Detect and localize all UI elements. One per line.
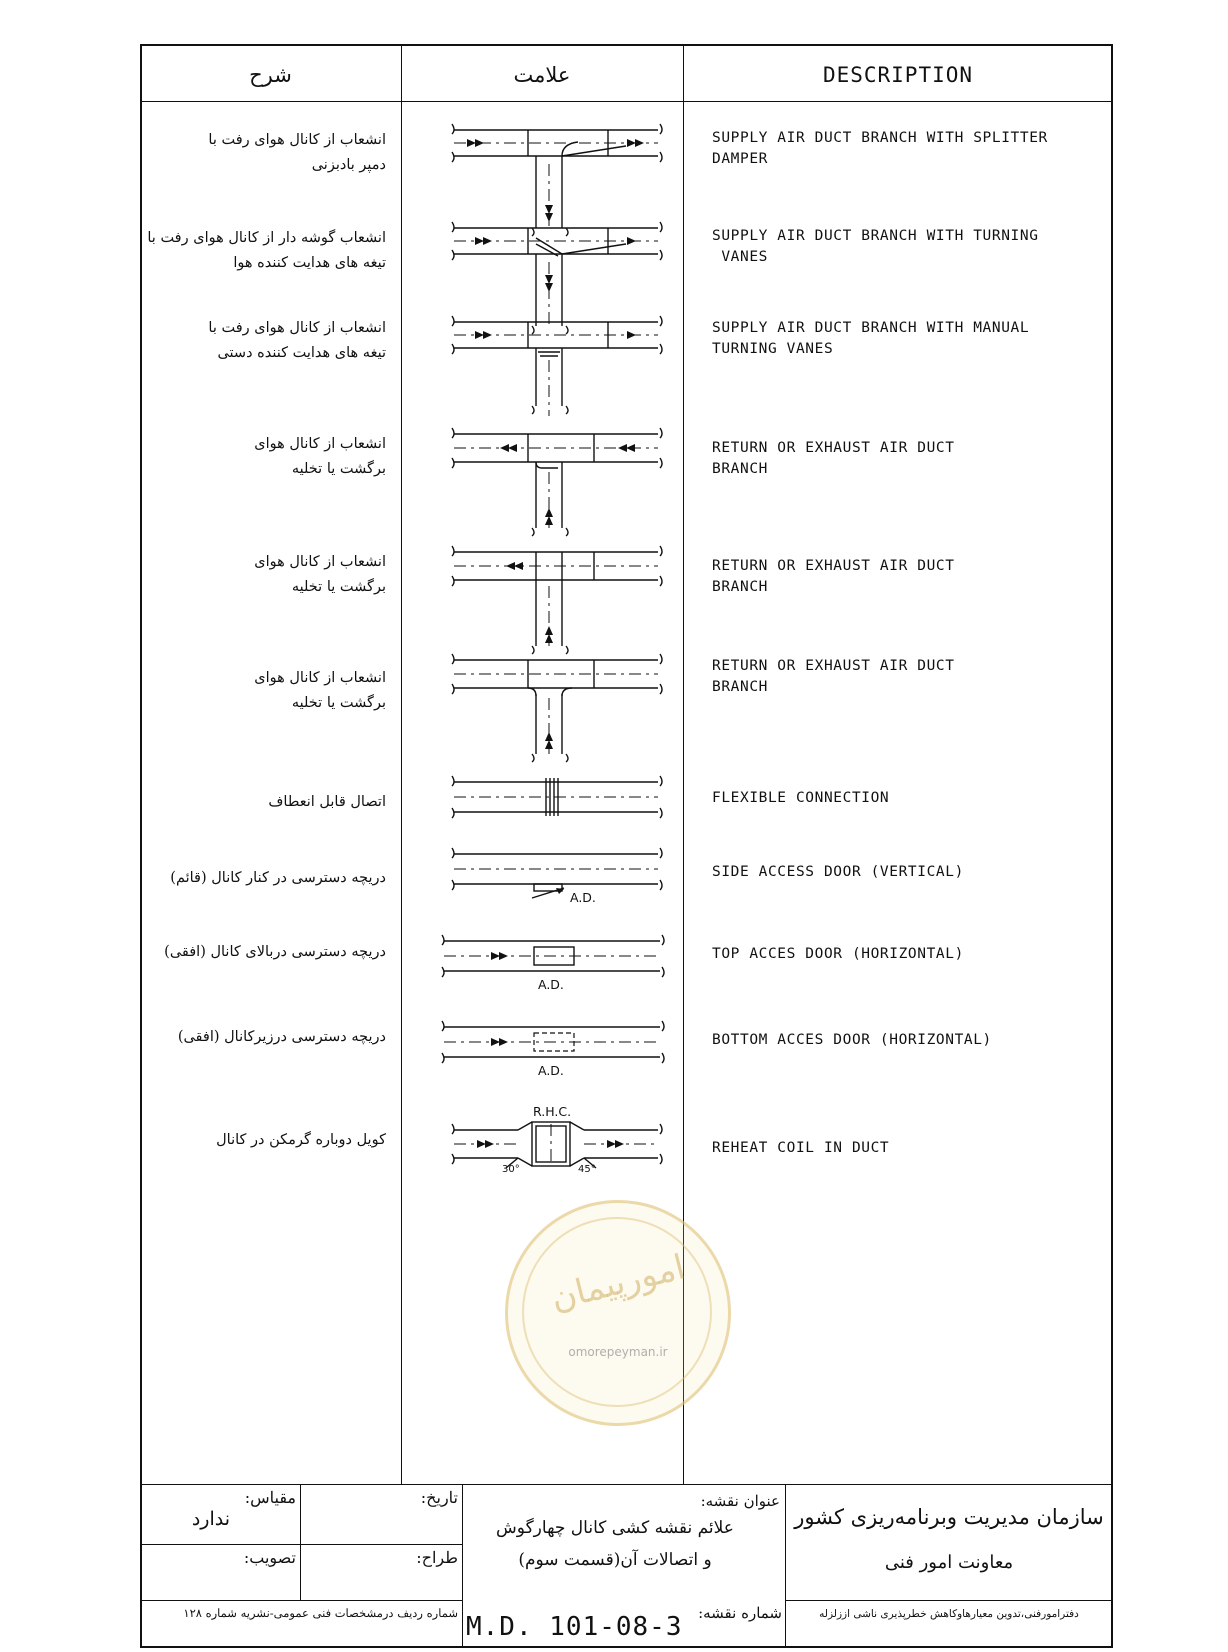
drawing-number-label: شماره نقشه: [698, 1604, 782, 1622]
symbol-manual-turning-vanes-branch [446, 316, 666, 426]
symbol-return-branch-radius [446, 654, 666, 764]
header-description: DESCRIPTION [822, 63, 974, 87]
row-number-label: شماره ردیف درمشخصات فنی عمومی-نشریه شماره ۱۲۸ [183, 1606, 458, 1620]
office-name: دفترامورفنی،تدوین معیارهاوکاهش خطرپذیری ناشی اززلزله [819, 1608, 1079, 1620]
symbol-splitter-damper-branch [446, 124, 666, 234]
row-11-fa-description: کویل دوباره گرمکن در کانال [216, 1132, 386, 1148]
reheat-coil-angle-left: 30° [502, 1164, 520, 1175]
designer-label: طراح: [416, 1548, 458, 1567]
title-block-bottom-right [785, 1600, 1113, 1601]
organization-name: سازمان مدیریت وبرنامه‌ریزی کشور [794, 1505, 1104, 1529]
symbol-flexible-connection [446, 776, 666, 820]
date-label: تاریخ: [420, 1488, 458, 1507]
top-access-door-label: A.D. [538, 977, 564, 992]
row-6-description: RETURN OR EXHAUST AIR DUCT BRANCH [712, 658, 955, 695]
watermark-url: omorepeyman.ir [568, 1345, 668, 1359]
symbol-bottom-access-door [436, 1021, 668, 1065]
approval-label: تصویب: [243, 1548, 296, 1567]
row-5-description: RETURN OR EXHAUST AIR DUCT BRANCH [712, 558, 955, 595]
column-divider-1 [401, 44, 402, 1484]
header-divider [140, 101, 1113, 102]
reheat-coil-label: R.H.C. [533, 1104, 572, 1119]
row-2-fa-description: انشعاب گوشه دار از کانال هوای رفت با تیغه های هدایت کننده هوا [147, 230, 386, 271]
row-1-fa-description: انشعاب از کانال هوای رفت با دمپر بادبزنی [208, 132, 386, 173]
row-9-fa-description: دریچه دسترسی دربالای کانال (افقی) [164, 944, 386, 960]
row-8-description: SIDE ACCESS DOOR (VERTICAL) [712, 864, 964, 880]
symbol-side-access-door [446, 848, 666, 908]
row-7-fa-description: اتصال قابل انعطاف [268, 794, 386, 810]
symbol-top-access-door [436, 935, 668, 979]
scale-value: ندارد [191, 1508, 230, 1530]
header-fa-description: شرح [249, 63, 292, 87]
title-block-mid-left [140, 1544, 462, 1545]
row-2-description: SUPPLY AIR DUCT BRANCH WITH TURNING VANES [712, 228, 1039, 265]
row-4-description: RETURN OR EXHAUST AIR DUCT BRANCH [712, 440, 955, 477]
row-6-fa-description: انشعاب از کانال هوای برگشت یا تخلیه [254, 670, 386, 711]
row-8-fa-description: دریچه دسترسی در کنار کانال (قائم) [170, 870, 386, 886]
row-3-fa-description: انشعاب از کانال هوای رفت با تیغه های هدایت کننده دستی [208, 320, 386, 361]
drawing-title-line2: و اتصالات آن(قسمت سوم) [518, 1550, 712, 1570]
deputy-name: معاونت امور فنی [884, 1552, 1014, 1573]
row-7-description: FLEXIBLE CONNECTION [712, 790, 890, 806]
title-block-bottom-left [140, 1600, 462, 1601]
title-block-top-border [140, 1484, 1113, 1485]
row-4-fa-description: انشعاب از کانال هوای برگشت یا تخلیه [254, 436, 386, 477]
row-10-description: BOTTOM ACCES DOOR (HORIZONTAL) [712, 1032, 992, 1048]
header-symbol: علامت [513, 63, 571, 87]
symbol-return-branch-square [446, 428, 666, 538]
bottom-access-door-label: A.D. [538, 1063, 564, 1078]
reheat-coil-angle-right: 45° [578, 1164, 596, 1175]
row-5-fa-description: انشعاب از کانال هوای برگشت یا تخلیه [254, 554, 386, 595]
drawing-title-label: عنوان نقشه: [700, 1492, 780, 1510]
row-9-description: TOP ACCES DOOR (HORIZONTAL) [712, 946, 964, 962]
drawing-number: M.D. 101-08-3 [466, 1612, 683, 1642]
drawing-title-line1: علائم نقشه کشی کانال چهارگوش [496, 1518, 734, 1538]
symbol-return-branch-straight [446, 546, 666, 656]
title-block-div-org [785, 1484, 786, 1648]
scale-label: مقیاس: [244, 1488, 296, 1507]
symbol-reheat-coil [446, 1120, 666, 1172]
watermark-emblem [505, 1200, 731, 1426]
side-access-door-label: A.D. [570, 890, 596, 905]
row-3-description: SUPPLY AIR DUCT BRANCH WITH MANUAL TURNING VANES [712, 320, 1030, 357]
row-1-description: SUPPLY AIR DUCT BRANCH WITH SPLITTER DAMPER [712, 130, 1048, 167]
watermark-emblem-text: امورپیمان [546, 1247, 689, 1319]
title-block-div-scale [300, 1484, 301, 1600]
row-11-description: REHEAT COIL IN DUCT [712, 1140, 890, 1156]
row-10-fa-description: دریچه دسترسی درزیرکانال (افقی) [177, 1029, 386, 1045]
title-block-div-date [462, 1484, 463, 1648]
